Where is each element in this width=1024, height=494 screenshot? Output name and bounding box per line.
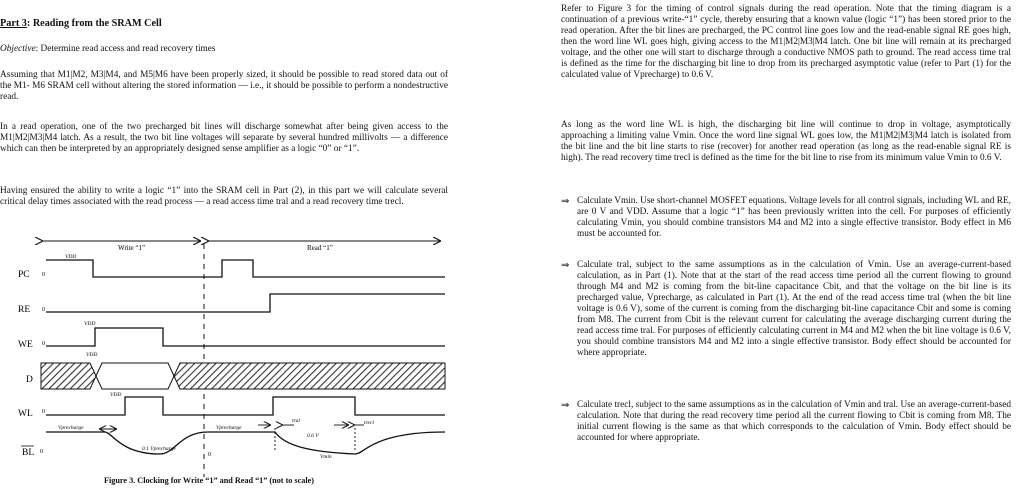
bullet-trecl — [561, 400, 1011, 444]
tral-label: tral — [292, 418, 300, 424]
bullet-vmin — [561, 196, 1011, 240]
bullet-trecl-text: Calculate trecl, subject to the same assumptions as in the calculation of Vmin and tral. Use an average-current-based calculation. Note that during the read recovery time period all the current flowing to Cbit is coming from M8. The initial current flowing is the same as that which corresponds to the calculation of Vmin. Body effect should be accounted for where appropriate. — [577, 400, 1011, 443]
bullet-tral-text: Calculate tral, subject to the same assumptions as in the calculation of Vmin. Use an average-current-based calculation, as in Part (1). Note that at the start of the read access time period all the current flowing to ground through M4 and M2 is coming from the bit-line capacitance Cbit, and that the voltage on the bit line is its precharged value, Vprecharge, as calculated in Part (1). At the end of the read access time tral (when the bit line voltage is 0.6 V), some of the current is coming from the discharging bit-line capacitance Cbit and some is coming from M8. The current from Cbit is the relevant current for calculating the average discharging current during the read access time tral. For purposes of efficiently calculating current in M4 and M2 when the bit line voltage is 0.6 V, you should combine transistors M4 and M2 into a single effective transistor. Body effect should be accounted for where appropriate. — [577, 260, 1011, 358]
phase-arrows — [42, 241, 440, 252]
signal-label-re: RE — [18, 305, 31, 315]
objective-text: : Determine read access and read recovery times — [35, 44, 216, 54]
svg-text:0: 0 — [42, 307, 45, 313]
part-title: : Reading from the SRAM Cell — [26, 18, 162, 29]
vprecharge-label-write: Vprecharge — [58, 425, 84, 431]
timing-diagram — [0, 232, 448, 489]
bullet-arrow-icon: ⇒ — [561, 400, 570, 411]
paragraph-word-line: As long as the word line WL is high, the discharging bit line will continue to drop in voltage, asymptotically approaching a limiting value Vmin. Once the word line signal WL goes low, the M1|M2|M3|M4 latch is isolated from the bit line and the bit line starts to rise (recover) for another read operation (as long as the read-enable signal RE is high). The read recovery time trecl is defined as the time for the bit line to rise from its minimum value Vmin to 0.6 V. — [561, 120, 1011, 163]
vprecharge-small-label: 0.1 Vprecharge — [142, 446, 176, 452]
bullet-arrow-icon: ⇒ — [561, 196, 570, 207]
svg-text:0: 0 — [208, 452, 211, 458]
timing-diagram-svg — [0, 232, 448, 489]
vmin-label: Vmin — [320, 454, 332, 460]
wl-waveform — [46, 397, 445, 415]
bullet-tral — [561, 260, 1011, 359]
vprecharge-label-read: Vprecharge — [216, 425, 242, 431]
signal-label-bl: BL — [22, 448, 35, 458]
paragraph-timing: Refer to Figure 3 for the timing of control signals during the read operation. Note that the timing diagram is a continuation of a previous write-“1” cycle, thereby ensuring that a known value (logic “1”) has been stored prior to the read operation. After the bit lines are precharged, the PC control line goes low and the read-enable signal RE goes high, then the word line WL goes high, giving access to the M1|M2|M3|M4 latch. One bit line will remain at its precharged voltage, and the other one will start to discharge through a conductive NMOS path to ground. The read access time tral is defined as the time for the discharging bit line to drop from its precharged asymptotic value (refer to Part (1) for the calculated value of Vprecharge) to 0.6 V. — [561, 4, 1011, 80]
section-title — [0, 18, 162, 29]
bl-waveform — [46, 432, 445, 454]
bullet-vmin-text: Calculate Vmin. Use short-channel MOSFET equations. Voltage levels for all control signals, including WL and RE, are 0 V and VDD. Assume that a logic “1” has been previously written into the cell. For purposes of efficiently calculating Vmin, you should combine transistors M4 and M2 into a single effective transistor. Body effect in M6 must be accounted for. — [577, 196, 1011, 239]
trecl-label: trecl — [364, 420, 374, 426]
svg-text:0: 0 — [42, 409, 45, 415]
write-label: Write “1” — [118, 244, 146, 252]
pc-waveform — [46, 260, 445, 277]
signal-label-we: WE — [18, 340, 33, 350]
vdd-label-we: VDD — [84, 321, 96, 327]
signal-label-d: D — [26, 375, 33, 385]
signal-label-wl: WL — [18, 409, 33, 419]
svg-text:0: 0 — [42, 341, 45, 347]
read-label: Read “1” — [307, 244, 333, 252]
d-waveform — [41, 363, 445, 389]
v06-label: 0.6 V — [307, 433, 319, 439]
bullet-arrow-icon: ⇒ — [561, 260, 570, 271]
signal-label-pc: PC — [18, 270, 30, 280]
vdd-label-pc: VDD — [65, 254, 77, 260]
svg-text:0: 0 — [42, 272, 45, 278]
paragraph-read-operation: In a read operation, one of the two precharged bit lines will discharge somewhat after being given access to the M1|M2|M3|M4 latch. As a result, the two bit line voltages will separate by several hundred millivolts — a difference which can then be interpreted by an appropriately designed sense amplifier as a logic “0” or “1”. — [0, 122, 448, 154]
we-waveform — [46, 328, 445, 346]
vdd-label-wl: VDD — [110, 392, 122, 398]
paragraph-sizing: Assuming that M1|M2, M3|M4, and M5|M6 have been properly sized, it should be possible to read stored data out of the M1- M6 SRAM cell without altering the stored information — i.e., it should be possible to perform a nondestructive read. — [0, 70, 448, 102]
re-waveform — [46, 294, 445, 312]
objective-label: Objective — [0, 44, 36, 54]
paragraph-delay-times: Having ensured the ability to write a logic “1” into the SRAM cell in Part (2), in this part we will calculate several critical delay times associated with the read process — a read access time tral and a read recovery time trecl. — [0, 186, 448, 207]
signal-labels — [18, 270, 34, 458]
vdd-label-d: VDD — [86, 352, 98, 358]
svg-text:0: 0 — [40, 449, 43, 455]
figure-caption: Figure 3. Clocking for Write “1” and Read “1” (not to scale) — [104, 476, 314, 485]
objective-line — [0, 44, 448, 55]
part-label: Part 3 — [0, 18, 27, 29]
